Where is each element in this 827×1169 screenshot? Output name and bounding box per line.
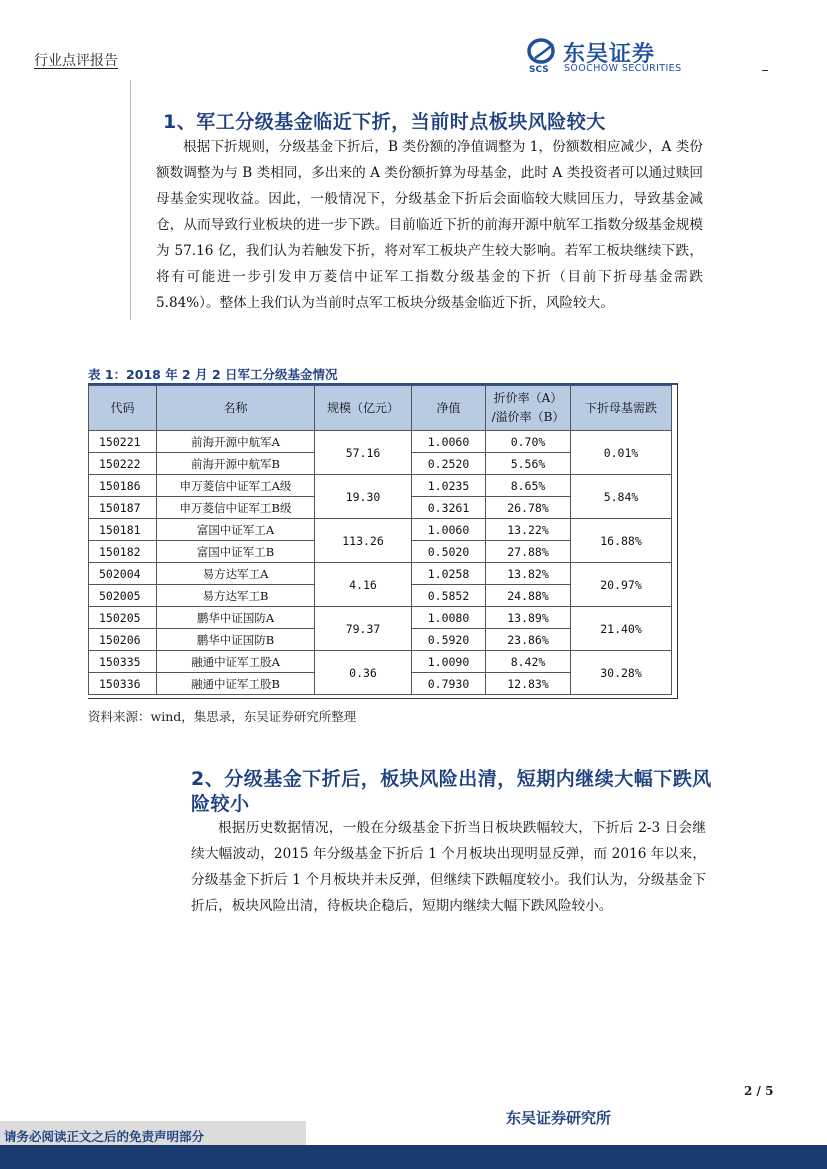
fund-nav: 0.5852 <box>412 585 486 607</box>
fund-name: 富国中证军工A <box>157 519 315 541</box>
fund-nav: 1.0080 <box>412 607 486 629</box>
section-2-title-line1: 2、分级基金下折后，板块风险出清，短期内继续大幅下跌风 <box>191 768 712 790</box>
fund-name: 鹏华中证国防A <box>157 607 315 629</box>
fund-size: 113.26 <box>315 519 412 563</box>
page-number: 2 / 5 <box>744 1084 774 1098</box>
fund-premium: 24.88% <box>486 585 571 607</box>
table-caption: 表 1：2018 年 2 月 2 日军工分级基金情况 <box>88 367 338 382</box>
fund-name: 融通中证军工股B <box>157 673 315 695</box>
fund-premium: 0.70% <box>486 431 571 453</box>
svg-text:SCS: SCS <box>529 65 549 74</box>
fund-nav: 1.0090 <box>412 651 486 673</box>
fund-premium: 8.42% <box>486 651 571 673</box>
fund-name: 富国中证军工B <box>157 541 315 563</box>
fund-name: 前海开源中航军A <box>157 431 315 453</box>
fund-nav: 0.3261 <box>412 497 486 519</box>
section-1-paragraph: 根据下折规则，分级基金下折后，B 类份额的净值调整为 1，份额数相应减少，A 类份额数调整为与 B 类相同，多出来的 A 类份额折算为母基金，此时 A 类投资者可以通过赎回母基金实现收益。因此，一般情况下，分级基金下折后会面临较大赎回压力，导致基金减仓，从而导致行业板块的进一步下跌。目前临近下折的前海开源中航军工指数分级基金规模为 57.16 亿，我们认为若触发下折，将对军工板块产生较大影响。若军工板块继续下跌，将有可能进一步引发申万菱信中证军工指数分级基金的下折（目前下折母基金需跌 5.84%）。整体上我们认为当前时点军工板块分级基金临近下折，风险较大。 <box>156 139 703 311</box>
fund-code: 150222 <box>89 453 157 475</box>
fund-premium: 13.82% <box>486 563 571 585</box>
fund-code: 502005 <box>89 585 157 607</box>
table-row <box>89 563 672 585</box>
fund-name: 易方达军工B <box>157 585 315 607</box>
fund-drop-needed: 0.01% <box>571 431 672 475</box>
fund-nav: 0.5020 <box>412 541 486 563</box>
fund-nav: 0.5920 <box>412 629 486 651</box>
margin-rule <box>130 80 131 320</box>
fund-size: 0.36 <box>315 651 412 695</box>
fund-premium: 26.78% <box>486 497 571 519</box>
fund-nav: 0.7930 <box>412 673 486 695</box>
fund-code: 150187 <box>89 497 157 519</box>
fund-drop-needed: 21.40% <box>571 607 672 651</box>
fund-premium: 23.86% <box>486 629 571 651</box>
premium-header-line2: /溢价率（B） <box>491 410 565 424</box>
col-header-nav: 净值 <box>412 386 486 431</box>
fund-table <box>88 385 672 695</box>
fund-premium: 5.56% <box>486 453 571 475</box>
table-row <box>89 519 672 541</box>
logo-en-text: SOOCHOW SECURITIES <box>564 63 682 74</box>
table-row <box>89 651 672 673</box>
fund-size: 19.30 <box>315 475 412 519</box>
premium-header-line1: 折价率（A） <box>493 391 563 405</box>
table-bottom-rule <box>88 698 678 699</box>
fund-premium: 13.22% <box>486 519 571 541</box>
table-right-rule <box>677 383 678 699</box>
fund-nav: 1.0060 <box>412 431 486 453</box>
fund-code: 150205 <box>89 607 157 629</box>
table-row <box>89 475 672 497</box>
fund-name: 申万菱信中证军工B级 <box>157 497 315 519</box>
fund-premium: 27.88% <box>486 541 571 563</box>
col-header-code: 代码 <box>89 386 157 431</box>
fund-drop-needed: 5.84% <box>571 475 672 519</box>
table-row <box>89 607 672 629</box>
table-row <box>89 431 672 453</box>
fund-name: 申万菱信中证军工A级 <box>157 475 315 497</box>
soochow-securities-logo <box>527 38 697 74</box>
fund-size: 79.37 <box>315 607 412 651</box>
fund-code: 150206 <box>89 629 157 651</box>
fund-nav: 0.2520 <box>412 453 486 475</box>
fund-premium: 8.65% <box>486 475 571 497</box>
fund-name: 鹏华中证国防B <box>157 629 315 651</box>
table-header-row <box>89 386 672 431</box>
fund-code: 502004 <box>89 563 157 585</box>
fund-code: 150186 <box>89 475 157 497</box>
fund-nav: 1.0258 <box>412 563 486 585</box>
fund-drop-needed: 20.97% <box>571 563 672 607</box>
col-header-premium <box>486 386 571 431</box>
fund-code: 150335 <box>89 651 157 673</box>
fund-nav: 1.0235 <box>412 475 486 497</box>
col-header-size: 规模（亿元） <box>315 386 412 431</box>
col-header-drop: 下折母基需跌 <box>571 386 672 431</box>
fund-code: 150336 <box>89 673 157 695</box>
fund-code: 150182 <box>89 541 157 563</box>
fund-name: 融通中证军工股A <box>157 651 315 673</box>
section-1-title: 1、军工分级基金临近下折，当前时点板块风险较大 <box>163 111 606 133</box>
footer-institute: 东吴证券研究所 <box>506 1109 612 1127</box>
disclaimer-text: 请务必阅读正文之后的免责声明部分 <box>4 1129 205 1144</box>
fund-drop-needed: 30.28% <box>571 651 672 695</box>
fund-code: 150181 <box>89 519 157 541</box>
fund-drop-needed: 16.88% <box>571 519 672 563</box>
header-dash <box>762 70 768 71</box>
fund-premium: 12.83% <box>486 673 571 695</box>
section-2-paragraph: 根据历史数据情况，一般在分级基金下折当日板块跌幅较大，下折后 2-3 日会继续大幅波动，2015 年分级基金下折后 1 个月板块出现明显反弹，而 2016 年以来，分级基金下折后 1 个月板块并未反弹，但继续下跌幅度较小。我们认为，分级基金下折后，板块风险出清，待板块企稳后，短期内继续大幅下跌风险较小。 <box>191 820 706 914</box>
footer-bar <box>0 1145 827 1169</box>
fund-nav: 1.0060 <box>412 519 486 541</box>
section-2-title-line2: 险较小 <box>191 793 250 815</box>
fund-premium: 13.89% <box>486 607 571 629</box>
table-source: 资料来源：wind，集思录，东吴证券研究所整理 <box>88 709 357 724</box>
fund-code: 150221 <box>89 431 157 453</box>
logo-cn-text: 东吴证券 <box>563 42 656 67</box>
col-header-name: 名称 <box>157 386 315 431</box>
report-type-tag: 行业点评报告 <box>34 53 118 69</box>
fund-name: 前海开源中航军B <box>157 453 315 475</box>
logo-mark-icon <box>527 38 561 74</box>
fund-name: 易方达军工A <box>157 563 315 585</box>
fund-size: 4.16 <box>315 563 412 607</box>
fund-size: 57.16 <box>315 431 412 475</box>
